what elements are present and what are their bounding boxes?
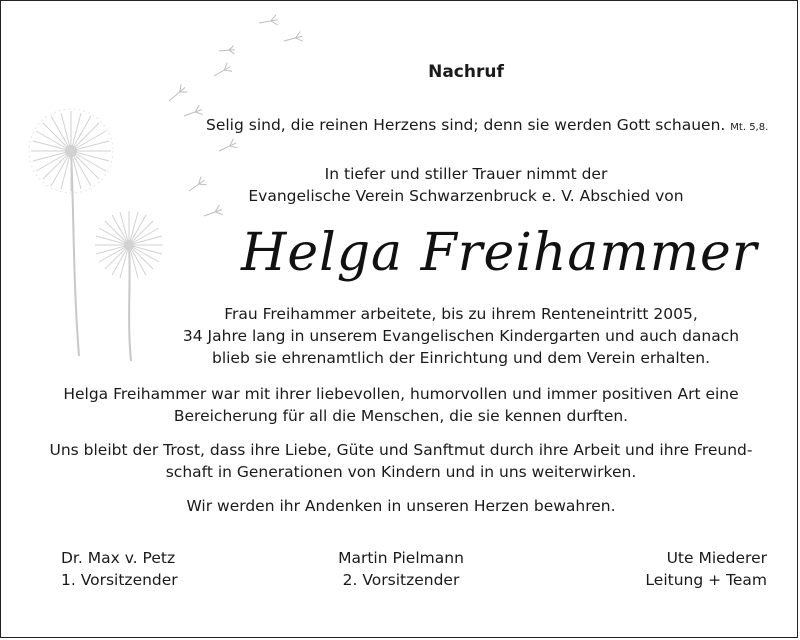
announcement-line: Evangelische Verein Schwarzenbruck e. V. Abschied von [248,187,684,205]
paragraph-line: blieb sie ehrenamtlich der Einrichtung und dem Verein erhalten. [211,349,711,367]
signatory-right [645,547,767,591]
page-title: Nachruf [428,62,504,82]
announcement-line: In tiefer und stiller Trauer nimmt der [324,165,608,183]
paragraph-line: schaft in Generationen von Kindern und in uns weiterwirken. [165,463,637,481]
signatory-role: 1. Vorsitzender [61,571,178,589]
signatory-name: Martin Pielmann [338,549,464,567]
signatory-center [321,547,481,591]
paragraph-line: Bereicherung für all die Menschen, die sie kennen durften. [173,407,629,425]
announcement [231,163,701,207]
paragraph-line: 34 Jahre lang in unserem Evangelischen Kindergarten und auch danach [182,327,740,345]
character-paragraph [31,383,771,427]
career-paragraph [181,303,741,369]
paragraph-line: Frau Freihammer arbeitete, bis zu ihrem Renteneintritt 2005, [224,305,698,323]
deceased-name: Helga Freihammer [241,223,758,283]
quote-reference: Mt. 5,8. [730,122,769,133]
signatory-left [61,547,178,591]
closing-line: Wir werden ihr Andenken in unseren Herzen bewahren. [186,497,616,515]
signatory-role: 2. Vorsitzender [342,571,460,589]
bible-quote [206,114,768,139]
signatory-name: Dr. Max v. Petz [61,549,176,567]
signatory-name: Ute Miederer [666,549,767,567]
signatory-role: Leitung + Team [645,571,767,589]
paragraph-line: Uns bleibt der Trost, dass ihre Liebe, Güte und Sanftmut durch ihre Arbeit und ihre Freund- [49,441,753,459]
paragraph-line: Helga Freihammer war mit ihrer liebevollen, humorvollen und immer positiven Art eine [63,385,739,403]
consolation-paragraph [31,439,771,483]
quote-text: Selig sind, die reinen Herzens sind; denn sie werden Gott schauen. [206,116,726,134]
